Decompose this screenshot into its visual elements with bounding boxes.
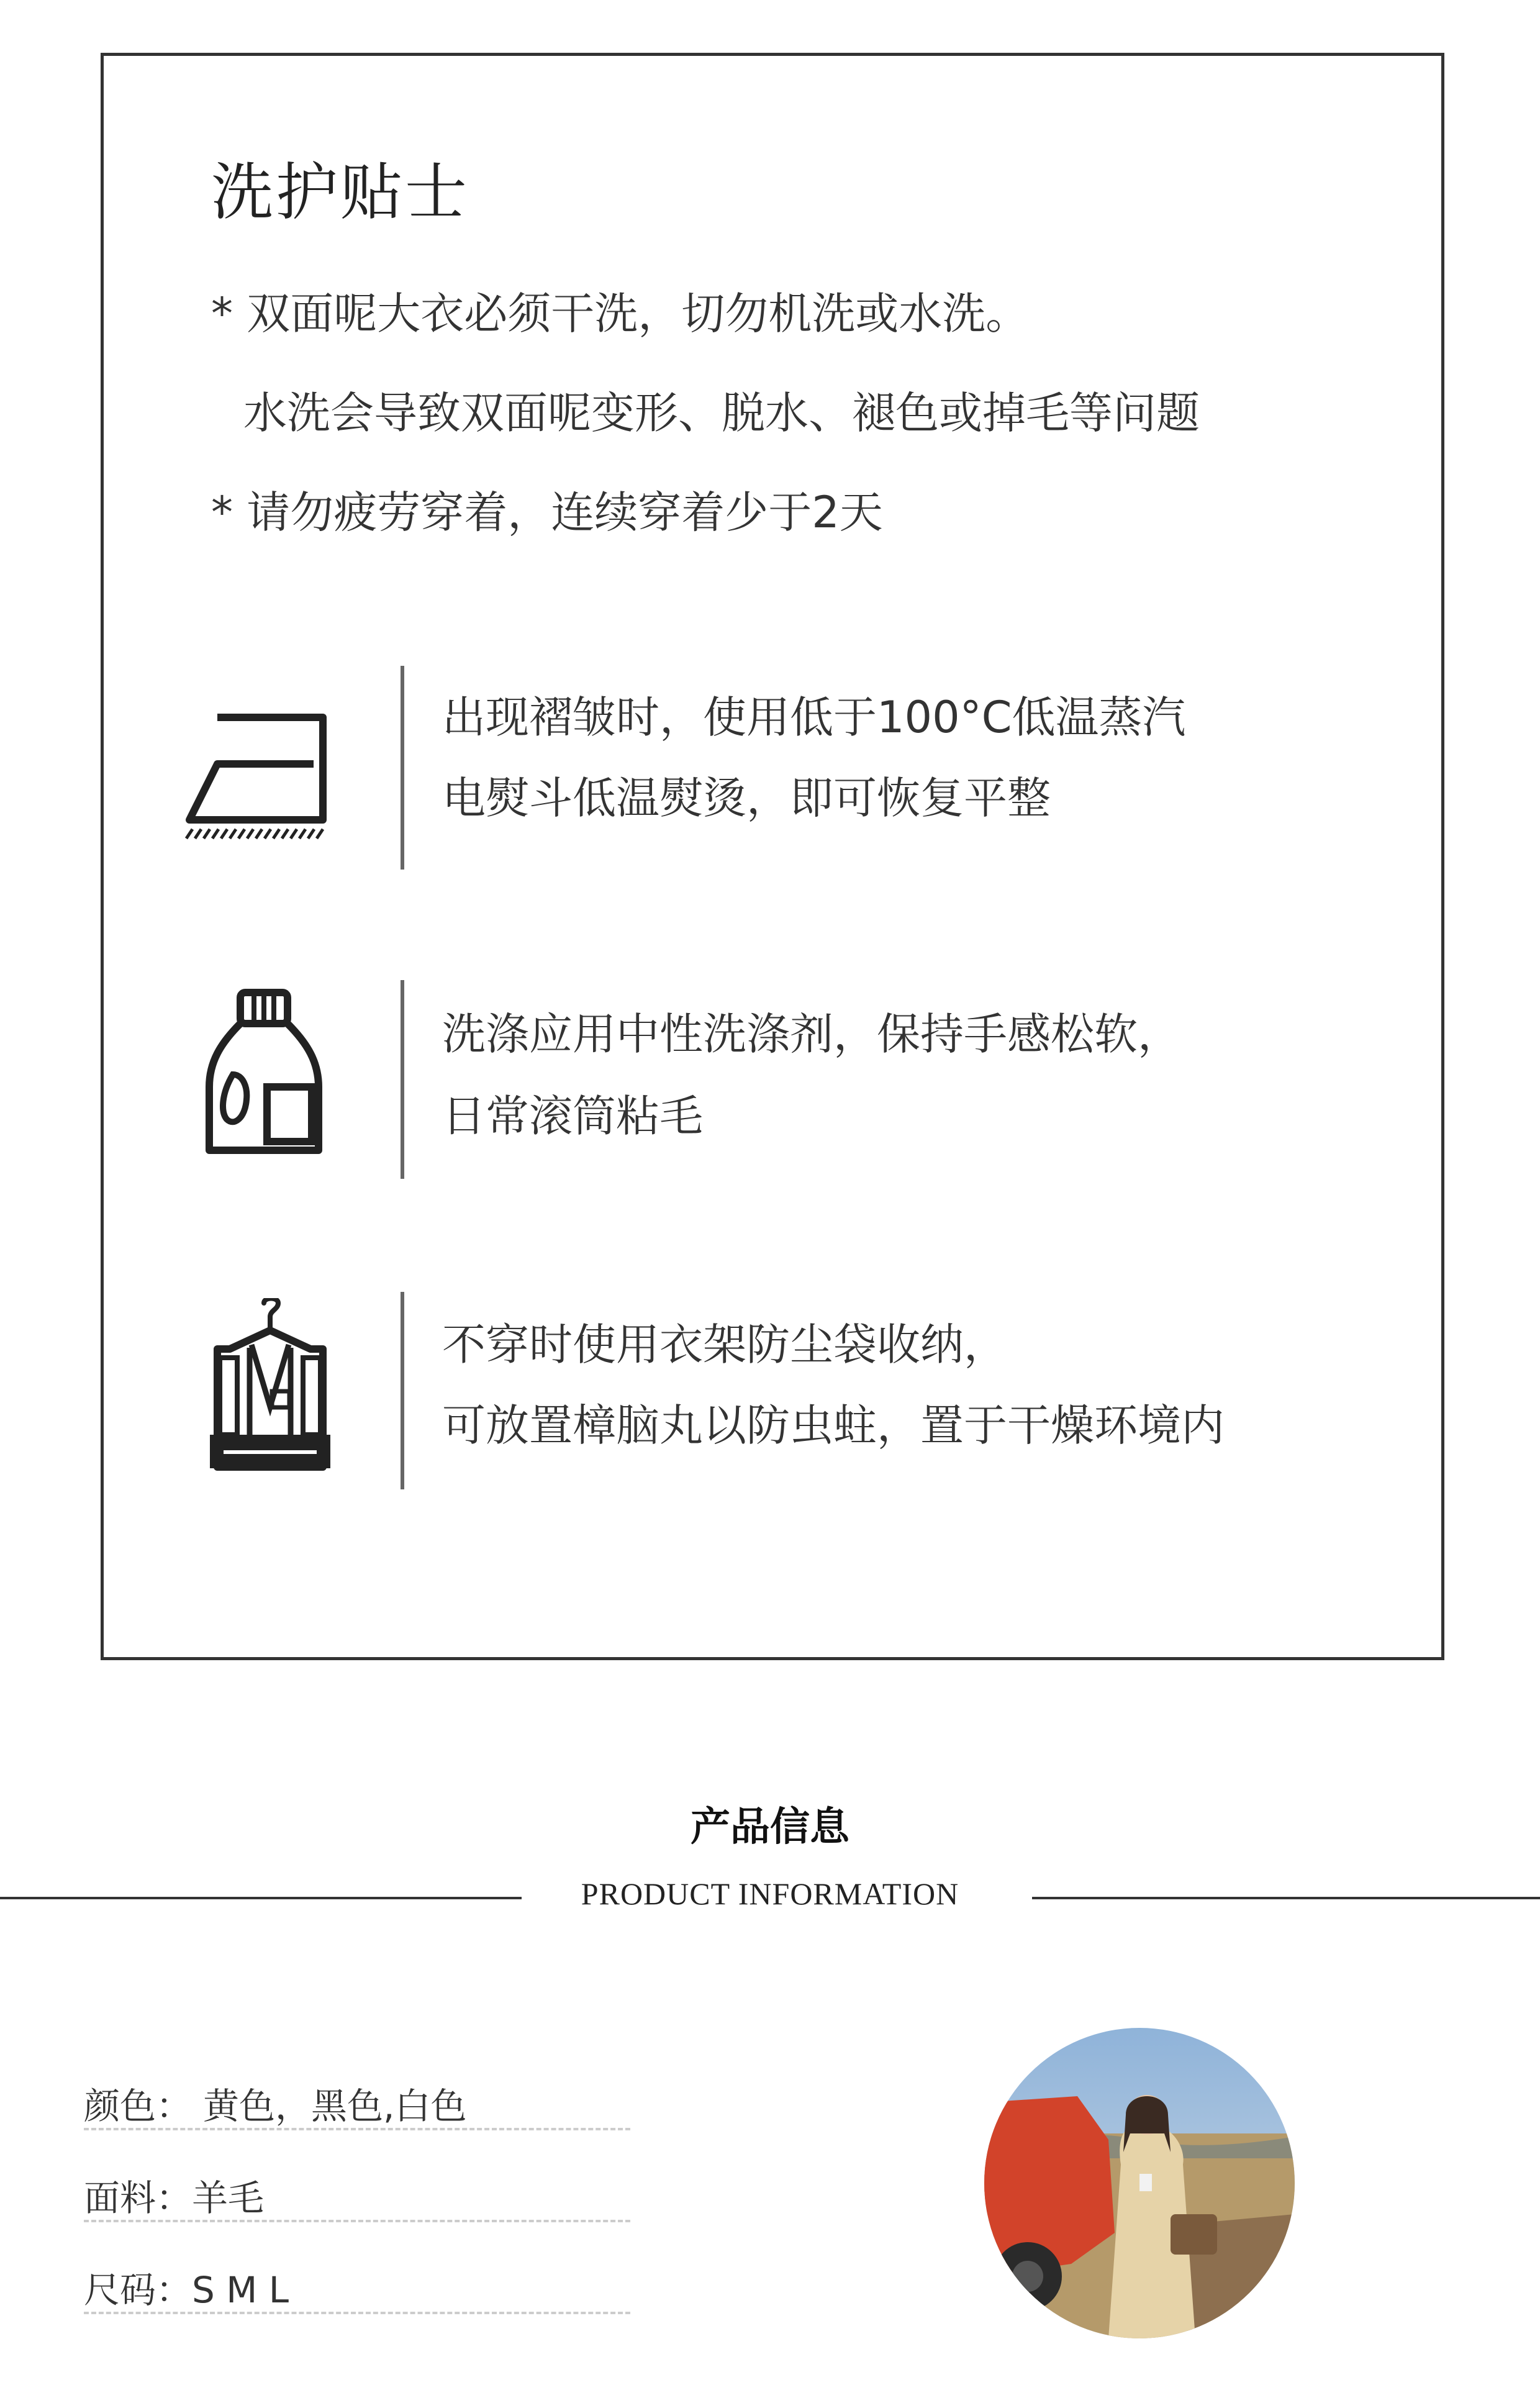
care-item-text-line: 不穿时使用衣架防尘袋收纳，: [442, 1319, 1007, 1370]
care-tips-title: 洗护贴士: [211, 156, 469, 229]
care-tip-line-2: 水洗会导致双面呢变形、脱水、褪色或掉毛等问题: [243, 388, 1200, 438]
info-label: 面料：: [84, 2177, 192, 2219]
care-item-divider: [401, 666, 404, 870]
info-value: 羊毛: [192, 2177, 265, 2219]
info-label: 尺码：: [84, 2269, 192, 2311]
product-info-subtitle: PRODUCT INFORMATION: [581, 1876, 959, 1911]
care-item-text-line: 电熨斗低温熨烫，即可恢复平整: [442, 773, 1051, 824]
info-row-color: [84, 2068, 630, 2130]
detergent-bottle-icon: [202, 988, 326, 1161]
info-value: S M L: [192, 2269, 289, 2311]
info-label: 颜色：: [84, 2085, 192, 2127]
iron-icon: [180, 708, 342, 845]
care-tip-line-1: * 双面呢大衣必须干洗，切勿机洗或水洗。: [211, 288, 1030, 339]
product-photo: [984, 2028, 1295, 2338]
care-item-divider: [401, 980, 404, 1179]
garment-bag-hanger-icon: [205, 1298, 335, 1472]
care-item-text-line: 可放置樟脑丸以防虫蛀，置于干燥环境内: [442, 1400, 1225, 1451]
care-item-text-line: 出现褶皱时，使用低于100°C低温蒸汽: [442, 692, 1186, 743]
care-item-text-line: 洗涤应用中性洗涤剂，保持手感松软，: [442, 1009, 1181, 1060]
care-tip-line-3: * 请勿疲劳穿着，连续穿着少于2天: [211, 487, 883, 538]
care-item-text-line: 日常滚筒粘毛: [442, 1091, 703, 1142]
info-row-size: [84, 2252, 630, 2314]
info-row-fabric: [84, 2160, 630, 2222]
section-rule-right: [1032, 1897, 1540, 1899]
info-value: 黄色，黑色,白色: [203, 2085, 467, 2127]
care-item-divider: [401, 1292, 404, 1489]
product-info-title: 产品信息: [691, 1804, 849, 1850]
